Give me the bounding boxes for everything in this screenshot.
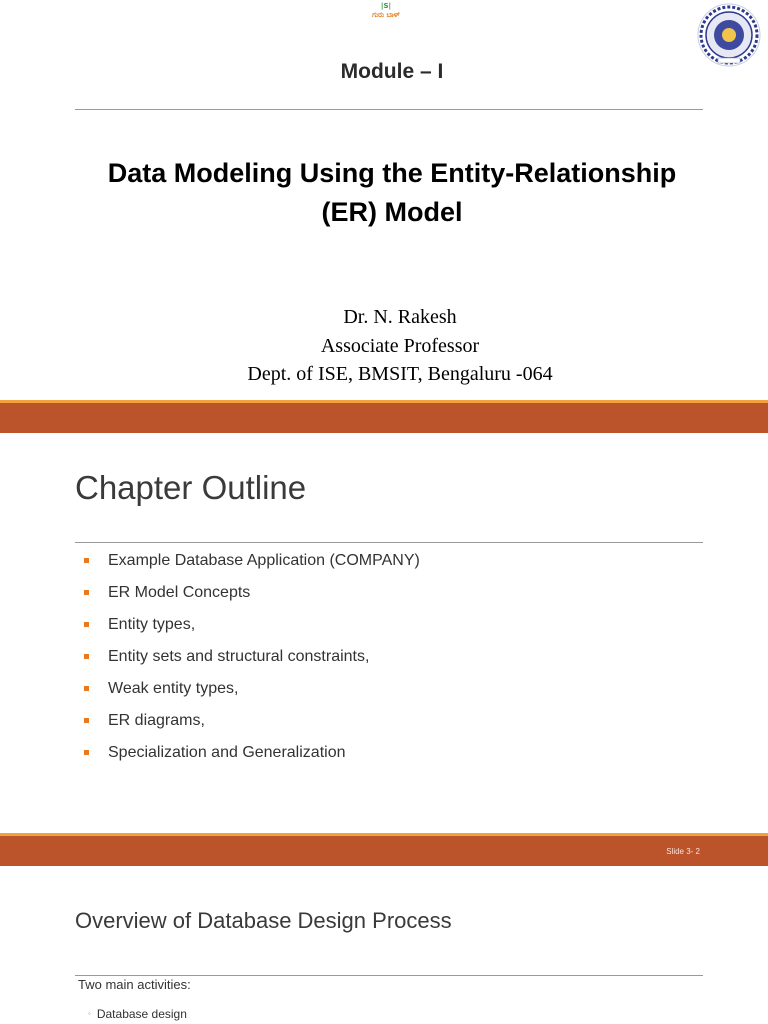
slide-separator-band <box>0 403 768 433</box>
list-item-text: Entity sets and structural constraints, <box>108 648 370 665</box>
bullet-square-icon <box>84 686 89 691</box>
bullet-square-icon <box>84 590 89 595</box>
outline-list <box>82 549 420 773</box>
list-item <box>82 645 420 677</box>
title-line-1: Data Modeling Using the Entity-Relationship <box>107 158 677 188</box>
chapter-outline-slide <box>0 433 768 833</box>
overview-divider <box>75 975 703 976</box>
institute-logo-mark <box>366 2 406 20</box>
title-slide <box>0 0 768 400</box>
list-item-text: Database design <box>96 1007 187 1021</box>
list-item-text: Entity types, <box>108 616 196 633</box>
list-item <box>88 1007 187 1021</box>
presentation-title <box>60 154 724 232</box>
chapter-outline-title: Chapter Outline <box>75 469 307 506</box>
list-item <box>82 677 420 709</box>
list-item-text: Weak entity types, <box>108 680 239 697</box>
overview-title: Overview of Database Design Process <box>75 908 452 933</box>
author-name: Dr. N. Rakesh <box>343 306 457 328</box>
bullet-square-icon <box>84 654 89 659</box>
bullet-square-icon <box>84 750 89 755</box>
logo-bottom-text: ಗುರು ಬಾಳ್ <box>372 11 400 19</box>
list-item <box>82 741 420 773</box>
list-item <box>82 581 420 613</box>
list-item <box>82 549 420 581</box>
outline-divider <box>75 542 703 543</box>
overview-slide <box>0 866 768 1024</box>
title-divider <box>75 109 703 110</box>
list-item-text: ER Model Concepts <box>108 584 251 601</box>
list-item <box>82 709 420 741</box>
bullet-square-icon <box>84 622 89 627</box>
author-department: Dept. of ISE, BMSIT, Bengaluru -064 <box>247 363 553 385</box>
module-title: Module – I <box>340 60 444 83</box>
bullet-circle-icon: ◦ <box>88 1009 91 1018</box>
slide-number: Slide 3- 2 <box>666 847 700 856</box>
bullet-square-icon <box>84 558 89 563</box>
title-line-2: (ER) Model <box>321 197 463 227</box>
activities-label: Two main activities: <box>78 977 191 992</box>
list-item <box>82 613 420 645</box>
list-item-text: Example Database Application (COMPANY) <box>108 552 420 569</box>
university-seal-icon <box>696 2 762 68</box>
slide-footer-band <box>0 836 768 866</box>
logo-top-text: |S| <box>380 2 392 10</box>
author-role: Associate Professor <box>320 335 480 357</box>
list-item-text: ER diagrams, <box>108 712 205 729</box>
bullet-square-icon <box>84 718 89 723</box>
list-item-text: Specialization and Generalization <box>108 744 346 761</box>
